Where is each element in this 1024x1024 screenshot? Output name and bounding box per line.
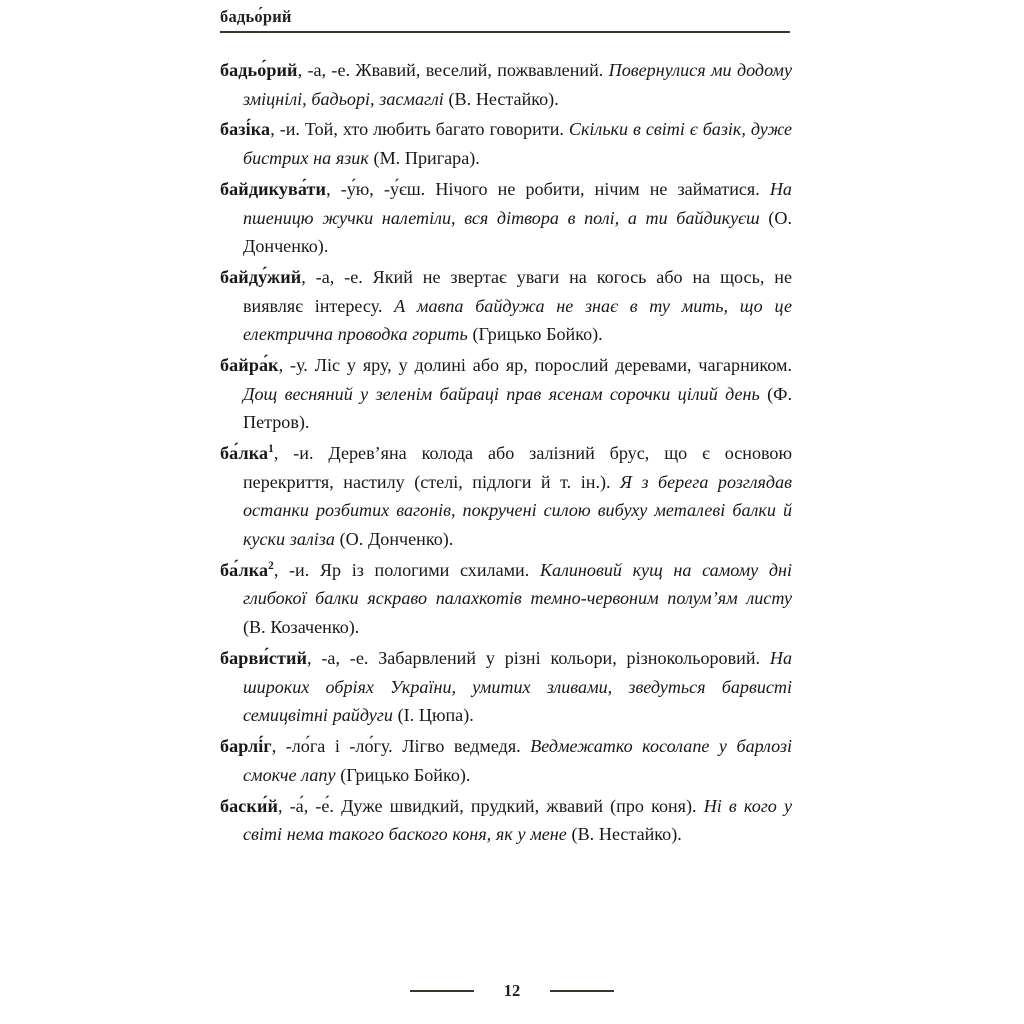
- entry-headword: ба́лка$^1$: [220, 443, 274, 464]
- entry-grammar: , -а, -е.: [307, 647, 379, 668]
- dictionary-entry: [220, 792, 792, 849]
- dictionary-entry: [220, 56, 792, 113]
- entry-definition: Ліс у яру, у долині або яр, порослий деревами, чагарником.: [314, 355, 792, 376]
- entry-source: (М. Пригара).: [373, 148, 480, 169]
- entry-source: (Грицько Бойко).: [340, 764, 471, 785]
- entry-citation: На широких обріях України, умитих зливами, зведуться барвисті семицвітні райдуги: [243, 647, 792, 726]
- entry-source: (І. Цюпа).: [397, 705, 474, 726]
- running-head-word: бадьо́рий: [220, 7, 292, 26]
- entry-definition: Яр із пологими схилами.: [319, 559, 540, 580]
- entry-headword: барви́стий: [220, 647, 308, 668]
- entry-source: (В. Нестайко).: [448, 88, 559, 109]
- dictionary-entry: [220, 175, 792, 261]
- entry-headword: барлі́г: [220, 736, 272, 757]
- entry-grammar: , -а, -е.: [301, 267, 373, 288]
- entry-grammar: , -а́, -е́.: [278, 795, 342, 816]
- entry-definition: Жвавий, веселий, пожвавлений.: [355, 60, 609, 80]
- entry-source: (О. Донченко).: [243, 207, 792, 257]
- dictionary-entry: [220, 115, 792, 172]
- entry-homonym-index: 2: [268, 559, 274, 572]
- entry-citation: Дощ весняний у зеленім байраці прав ясенам сорочки цілий день: [243, 383, 768, 404]
- entry-grammar: , -а, -е.: [297, 60, 356, 80]
- entry-source: (В. Козаченко).: [243, 617, 360, 638]
- page-footer: [0, 982, 1024, 1000]
- entry-definition: Той, хто любить багато говорити.: [304, 119, 569, 140]
- footer-rule-left: [410, 990, 474, 992]
- entry-homonym-index: 1: [268, 443, 274, 456]
- entry-grammar: , -и.: [270, 119, 305, 140]
- entry-definition: Нічого не робити, нічим не займатися.: [435, 178, 770, 199]
- entry-grammar: , -ло́га і -ло́гу.: [271, 736, 403, 757]
- entry-citation: Ні в кого у світі нема такого баского коня, як у мене: [243, 795, 793, 845]
- entry-citation: Я з берега розглядав останки розбитих вагонів, покручені силою вибуху металеві балки й куски заліза: [243, 471, 792, 549]
- entry-source: (В. Нестайко).: [571, 824, 682, 845]
- entry-grammar: , -и.: [273, 559, 320, 580]
- dictionary-entry: [220, 439, 792, 553]
- footer-rule-right: [550, 990, 614, 992]
- entry-definition: Який не звертає уваги на когось або на щось, не виявляє інтересу.: [243, 267, 792, 316]
- entry-citation: Калиновий кущ на самому дні глибокої балки яскраво палахкотів темно-червоним полум’ям листу: [243, 559, 793, 609]
- entry-citation: А мавпа байдужа не знає в ту мить, що це електрична проводка горить: [243, 295, 792, 345]
- entry-definition: Дерев’яна колода або залізний брус, що є основою перекриття, настилу (стелі, підлоги й т. ін.).: [243, 443, 792, 492]
- entry-source: (Грицько Бойко).: [472, 324, 603, 345]
- entry-definition: Забарвлений у різні кольори, різнокольоровий.: [378, 647, 770, 668]
- header-divider: [220, 31, 790, 33]
- entry-citation: Скільки в світі є базік, дуже бистрих на язик: [243, 119, 793, 169]
- dictionary-entry: [220, 351, 792, 437]
- entry-headword: баски́й: [220, 795, 278, 816]
- entry-citation: На пшеницю жучки налетіли, вся дітвора в полі, а ти байдикуєш: [243, 178, 792, 228]
- dictionary-entry: [220, 732, 792, 789]
- entry-column: [220, 56, 792, 849]
- entry-grammar: , -у́ю, -у́єш.: [326, 178, 436, 199]
- entry-headword: байду́жий: [220, 267, 302, 288]
- entry-headword: ба́лка$^2$: [220, 559, 274, 580]
- entry-definition: Дуже швидкий, прудкий, жвавий (про коня).: [341, 795, 704, 816]
- entry-source: (Ф. Петров).: [243, 383, 792, 433]
- entry-headword: байра́к: [220, 355, 279, 376]
- dictionary-entry: [220, 556, 792, 642]
- entry-source: (О. Донченко).: [339, 528, 454, 549]
- page-number: 12: [503, 981, 521, 1000]
- entry-headword: байдикува́ти: [220, 178, 327, 199]
- entry-citation: Ведмежатко косолапе у барлозі смокче лапу: [243, 736, 793, 785]
- entry-headword: бадьо́рий: [220, 60, 298, 80]
- entry-grammar: , -и.: [273, 443, 329, 464]
- entry-definition: Лігво ведмедя.: [402, 736, 531, 757]
- dictionary-entry: [220, 644, 792, 730]
- entry-headword: базі́ка: [220, 119, 271, 140]
- running-head: [220, 7, 790, 33]
- entry-citation: Повернулися ми додому зміцнілі, бадьорі, засмаглі: [243, 60, 793, 109]
- dictionary-entry: [220, 263, 792, 349]
- entry-grammar: , -у.: [278, 355, 315, 376]
